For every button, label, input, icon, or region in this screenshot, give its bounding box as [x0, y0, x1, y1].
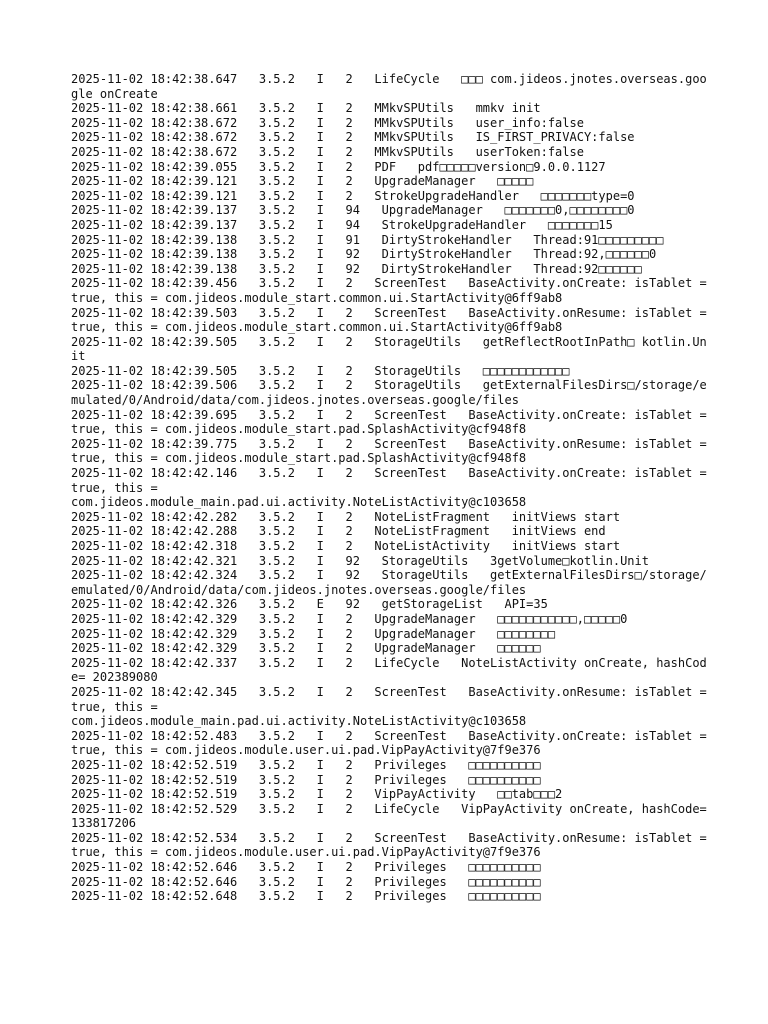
- log-line: 2025-11-02 18:42:52.519 3.5.2 I 2 VipPayActivity □□tab□□□2: [71, 787, 563, 802]
- log-line: 2025-11-02 18:42:52.646 3.5.2 I 2 Privileges □□□□□□□□□□: [71, 860, 541, 875]
- log-line: 2025-11-02 18:42:42.282 3.5.2 I 2 NoteListFragment initViews start: [71, 509, 621, 524]
- log-line: 2025-11-02 18:42:39.456 3.5.2 I 2 ScreenTest BaseActivity.onCreate: isTablet = true, this = com.jideos.module_start.common.ui.StartActivity@6ff9ab8: [71, 276, 714, 305]
- log-line: 2025-11-02 18:42:39.121 3.5.2 I 2 UpgradeManager □□□□□: [71, 174, 534, 189]
- log-line: 2025-11-02 18:42:39.138 3.5.2 I 92 DirtyStrokeHandler Thread:92,□□□□□□0: [71, 247, 657, 262]
- log-view: [71, 72, 714, 904]
- log-line: 2025-11-02 18:42:42.146 3.5.2 I 2 ScreenTest BaseActivity.onCreate: isTablet = true, this = com.jideos.module_main.pad.ui.activity.NoteListActivity@c103658: [71, 466, 707, 510]
- log-line: 2025-11-02 18:42:52.483 3.5.2 I 2 ScreenTest BaseActivity.onCreate: isTablet = true, this = com.jideos.module.user.ui.pad.VipPayActivity@7f9e376: [71, 728, 714, 758]
- log-line: 2025-11-02 18:42:38.672 3.5.2 I 2 MMkvSPUtils userToken:false: [71, 144, 584, 159]
- log-line: 2025-11-02 18:42:42.329 3.5.2 I 2 UpgradeManager □□□□□□□□□□□,□□□□□0: [71, 611, 628, 626]
- log-line: 2025-11-02 18:42:39.505 3.5.2 I 2 StorageUtils □□□□□□□□□□□□: [71, 363, 570, 378]
- log-line: 2025-11-02 18:42:52.519 3.5.2 I 2 Privileges □□□□□□□□□□: [71, 772, 541, 787]
- log-line: 2025-11-02 18:42:38.647 3.5.2 I 2 LifeCycle □□□ com.jideos.jnotes.overseas.google onCreate: [71, 72, 707, 101]
- log-line: 2025-11-02 18:42:39.775 3.5.2 I 2 ScreenTest BaseActivity.onResume: isTablet = true, this = com.jideos.module_start.pad.SplashActivity@cf948f8: [71, 436, 714, 466]
- log-line: 2025-11-02 18:42:52.519 3.5.2 I 2 Privileges □□□□□□□□□□: [71, 757, 541, 772]
- log-line: 2025-11-02 18:42:42.329 3.5.2 I 2 UpgradeManager □□□□□□: [71, 641, 541, 656]
- log-line: 2025-11-02 18:42:39.121 3.5.2 I 2 StrokeUpgradeHandler □□□□□□□type=0: [71, 188, 635, 203]
- log-line: 2025-11-02 18:42:52.648 3.5.2 I 2 Privileges □□□□□□□□□□: [71, 889, 541, 904]
- log-line: 2025-11-02 18:42:42.324 3.5.2 I 92 StorageUtils getExternalFilesDirs□/storage/emulated/0/Android/data/com.jideos.jnotes.overseas.google/files: [71, 568, 707, 597]
- log-line: 2025-11-02 18:42:38.672 3.5.2 I 2 MMkvSPUtils IS_FIRST_PRIVACY:false: [71, 130, 635, 145]
- log-line: 2025-11-02 18:42:52.534 3.5.2 I 2 ScreenTest BaseActivity.onResume: isTablet = true, this = com.jideos.module.user.ui.pad.VipPayActivity@7f9e376: [71, 830, 714, 860]
- log-line: 2025-11-02 18:42:42.345 3.5.2 I 2 ScreenTest BaseActivity.onResume: isTablet = true, this = com.jideos.module_main.pad.ui.activity.NoteListActivity@c103658: [71, 684, 707, 729]
- log-line: 2025-11-02 18:42:42.337 3.5.2 I 2 LifeCycle NoteListActivity onCreate, hashCode= 202389080: [71, 655, 707, 685]
- log-line: 2025-11-02 18:42:39.055 3.5.2 I 2 PDF pdf□□□□□version□9.0.0.1127: [71, 159, 606, 174]
- log-line: 2025-11-02 18:42:42.288 3.5.2 I 2 NoteListFragment initViews end: [71, 524, 606, 539]
- log-line: 2025-11-02 18:42:42.326 3.5.2 E 92 getStorageList API=35: [71, 597, 548, 612]
- log-line: 2025-11-02 18:42:38.661 3.5.2 I 2 MMkvSPUtils mmkv init: [71, 101, 541, 116]
- log-line: 2025-11-02 18:42:39.695 3.5.2 I 2 ScreenTest BaseActivity.onCreate: isTablet = true, this = com.jideos.module_start.pad.SplashActivity@cf948f8: [71, 407, 714, 437]
- log-line: 2025-11-02 18:42:39.506 3.5.2 I 2 StorageUtils getExternalFilesDirs□/storage/emulated/0/Android/data/com.jideos.jnotes.overseas.google/files: [71, 378, 707, 408]
- log-line: 2025-11-02 18:42:42.318 3.5.2 I 2 NoteListActivity initViews start: [71, 539, 621, 553]
- log-line: 2025-11-02 18:42:39.505 3.5.2 I 2 StorageUtils getReflectRootInPath□ kotlin.Unit: [71, 334, 707, 364]
- log-line: 2025-11-02 18:42:39.503 3.5.2 I 2 ScreenTest BaseActivity.onResume: isTablet = true, this = com.jideos.module_start.common.ui.StartActivity@6ff9ab8: [71, 305, 714, 335]
- log-line: 2025-11-02 18:42:38.672 3.5.2 I 2 MMkvSPUtils user_info:false: [71, 115, 584, 130]
- log-line: 2025-11-02 18:42:52.529 3.5.2 I 2 LifeCycle VipPayActivity onCreate, hashCode= 133817206: [71, 801, 714, 831]
- log-line: 2025-11-02 18:42:52.646 3.5.2 I 2 Privileges □□□□□□□□□□: [71, 874, 541, 889]
- log-line: 2025-11-02 18:42:39.137 3.5.2 I 94 StrokeUpgradeHandler □□□□□□□15: [71, 217, 613, 232]
- log-line: 2025-11-02 18:42:39.138 3.5.2 I 91 DirtyStrokeHandler Thread:91□□□□□□□□□: [71, 232, 664, 247]
- log-line: 2025-11-02 18:42:42.321 3.5.2 I 92 StorageUtils 3getVolume□kotlin.Unit: [71, 553, 649, 568]
- log-line: 2025-11-02 18:42:39.138 3.5.2 I 92 DirtyStrokeHandler Thread:92□□□□□□: [71, 261, 642, 276]
- log-line: 2025-11-02 18:42:39.137 3.5.2 I 94 UpgradeManager □□□□□□□0,□□□□□□□□0: [71, 203, 635, 218]
- log-line: 2025-11-02 18:42:42.329 3.5.2 I 2 UpgradeManager □□□□□□□□: [71, 626, 556, 641]
